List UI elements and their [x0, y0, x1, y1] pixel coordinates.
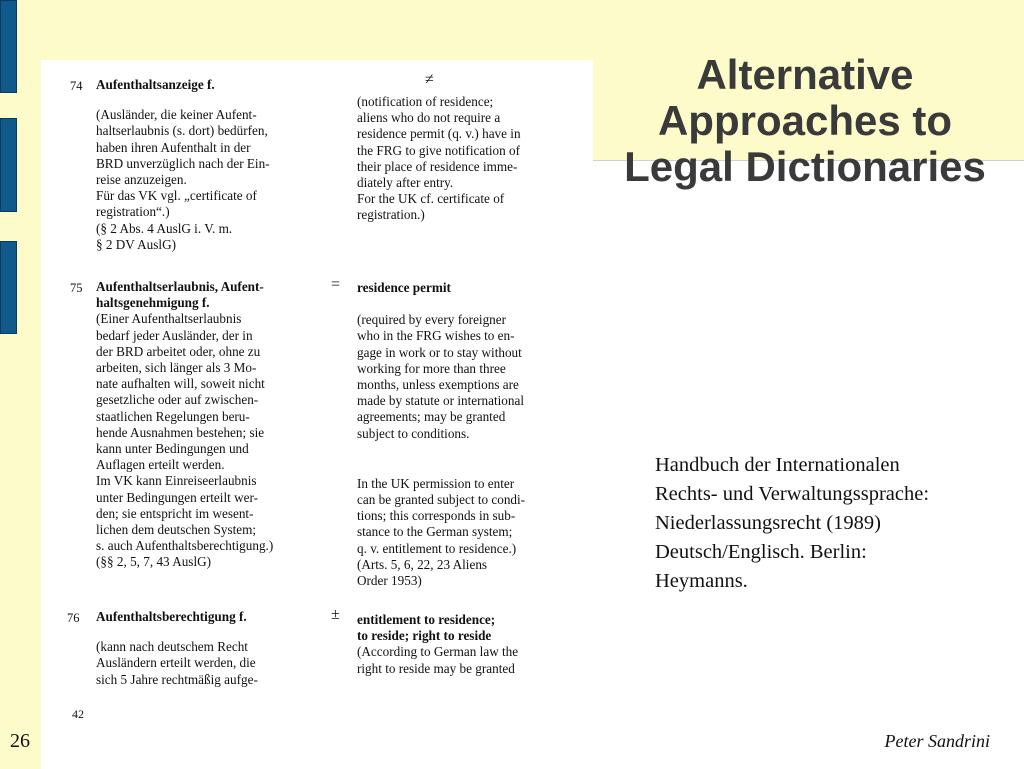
text-line: who in the FRG wishes to en-: [357, 328, 515, 344]
text-line: For the UK cf. certificate of: [357, 191, 505, 207]
entry-76-german: [96, 609, 326, 688]
german-headword: Aufenthaltsberechtigung f.: [96, 609, 247, 624]
reference-line: Deutsch/Englisch. Berlin:: [655, 541, 867, 563]
entry-75-english: [357, 280, 577, 589]
text-line: gesetzliche oder auf zwischen-: [96, 392, 259, 408]
text-line: made by statute or international: [357, 393, 524, 409]
text-line: BRD unverzüglich nach der Ein-: [96, 155, 270, 171]
title-line: Approaches to: [657, 97, 953, 144]
text-line: residence permit (q. v.) have in: [357, 126, 521, 142]
text-line: s. auch Aufenthaltsberechtigung.): [96, 538, 274, 554]
text-line: bedarf jeder Ausländer, der in: [96, 327, 253, 343]
text-line: (Einer Aufenthaltserlaubnis: [96, 311, 242, 327]
entry-number: 74: [70, 79, 83, 93]
title-line: Alternative: [696, 51, 914, 98]
text-line: right to reside may be granted: [357, 660, 515, 676]
text-line: haltserlaubnis (s. dort) bedürfen,: [96, 123, 268, 139]
equivalence-symbol: ±: [331, 606, 340, 623]
text-line: Für das VK vgl. „certificate of: [96, 188, 257, 204]
text-line: der BRD arbeitet oder, ohne zu: [96, 343, 261, 359]
left-accent-bar-2: [0, 118, 17, 212]
text-line: months, unless exemptions are: [357, 377, 519, 393]
text-line: Auflagen erteilt werden.: [96, 457, 225, 473]
text-line: Im VK kann Einreiseerlaubnis: [96, 473, 257, 489]
text-line: gage in work or to stay without: [357, 344, 522, 360]
reference-line: Handbuch der Internationalen: [655, 454, 900, 476]
text-line: (According to German law the: [357, 644, 519, 660]
entry-number: 75: [70, 281, 83, 295]
reference-line: Rechts- und Verwaltungssprache:: [655, 483, 930, 505]
text-line: subject to conditions.: [357, 425, 470, 441]
dictionary-page-number: 42: [72, 707, 84, 721]
text-line: (required by every foreigner: [357, 312, 507, 328]
left-accent-bar-1: [0, 0, 17, 93]
english-headword: residence permit: [357, 280, 451, 295]
text-line: their place of residence imme-: [357, 158, 518, 174]
entry-74-german: [96, 77, 326, 253]
text-line: staatlichen Regelungen beru-: [96, 408, 250, 424]
entry-74-english: [357, 94, 577, 224]
german-headword: haltsgenehmigung f.: [96, 295, 210, 311]
text-line: aliens who do not require a: [357, 110, 501, 126]
text-line: (notification of residence;: [357, 94, 494, 109]
text-line: (§ 2 Abs. 4 AuslG i. V. m.: [96, 220, 233, 236]
equivalence-symbol: =: [331, 276, 341, 293]
english-headword: to reside; right to reside: [357, 628, 492, 644]
reference-line: Heymanns.: [655, 570, 748, 592]
text-line: Ausländern erteilt werden, die: [96, 655, 256, 671]
text-line: haben ihren Aufenthalt in der: [96, 139, 251, 155]
german-headword: Aufenthaltserlaubnis, Aufent-: [96, 279, 264, 294]
text-line: diately after entry.: [357, 175, 454, 191]
text-line: tions; this corresponds in sub-: [357, 508, 516, 524]
dictionary-scan: [41, 60, 593, 766]
text-line: unter Bedingungen erteilt wer-: [96, 489, 258, 505]
text-line: reise anzuzeigen.: [96, 172, 187, 188]
text-line: sich 5 Jahre rechtmäßig aufge-: [96, 671, 258, 687]
text-line: hende Ausnahmen bestehen; sie: [96, 424, 265, 440]
text-line: registration.): [357, 207, 425, 223]
source-reference: [655, 451, 1015, 596]
text-line: In the UK permission to enter: [357, 475, 515, 491]
text-line: q. v. entitlement to residence.): [357, 540, 517, 556]
text-line: kann unter Bedingungen und: [96, 441, 249, 457]
slide-title: [586, 52, 1024, 190]
text-line: (§§ 2, 5, 7, 43 AuslG): [96, 554, 212, 570]
reference-line: Niederlassungsrecht (1989): [655, 512, 882, 534]
text-line: § 2 DV AuslG): [96, 236, 176, 252]
title-line: Legal Dictionaries: [624, 143, 986, 190]
text-line: stance to the German system;: [357, 524, 513, 540]
text-line: agreements; may be granted: [357, 409, 506, 425]
equivalence-symbol: ≠: [425, 71, 434, 88]
text-line: can be granted subject to condi-: [357, 492, 526, 508]
text-line: the FRG to give notification of: [357, 142, 520, 158]
text-line: working for more than three: [357, 360, 506, 376]
text-line: den; sie entspricht im wesent-: [96, 505, 254, 521]
entry-number: 76: [67, 611, 80, 625]
entry-76-english: [357, 612, 577, 677]
entry-75-german: [96, 279, 326, 571]
text-line: (Arts. 5, 6, 22, 23 Aliens: [357, 556, 488, 572]
text-line: arbeiten, sich länger als 3 Mo-: [96, 360, 257, 376]
slide-number: 26: [10, 730, 30, 752]
german-headword: Aufenthaltsanzeige f.: [96, 77, 215, 92]
text-line: nate aufhalten will, soweit nicht: [96, 376, 265, 392]
left-accent-bar-3: [0, 241, 17, 334]
text-line: registration“.): [96, 204, 170, 220]
author-name: Peter Sandrini: [884, 731, 990, 751]
text-line: (Ausländer, die keiner Aufent-: [96, 107, 257, 123]
text-line: lichen dem deutschen System;: [96, 522, 257, 538]
text-line: Order 1953): [357, 573, 422, 589]
text-line: (kann nach deutschem Recht: [96, 639, 248, 655]
english-headword: entitlement to residence;: [357, 612, 496, 627]
